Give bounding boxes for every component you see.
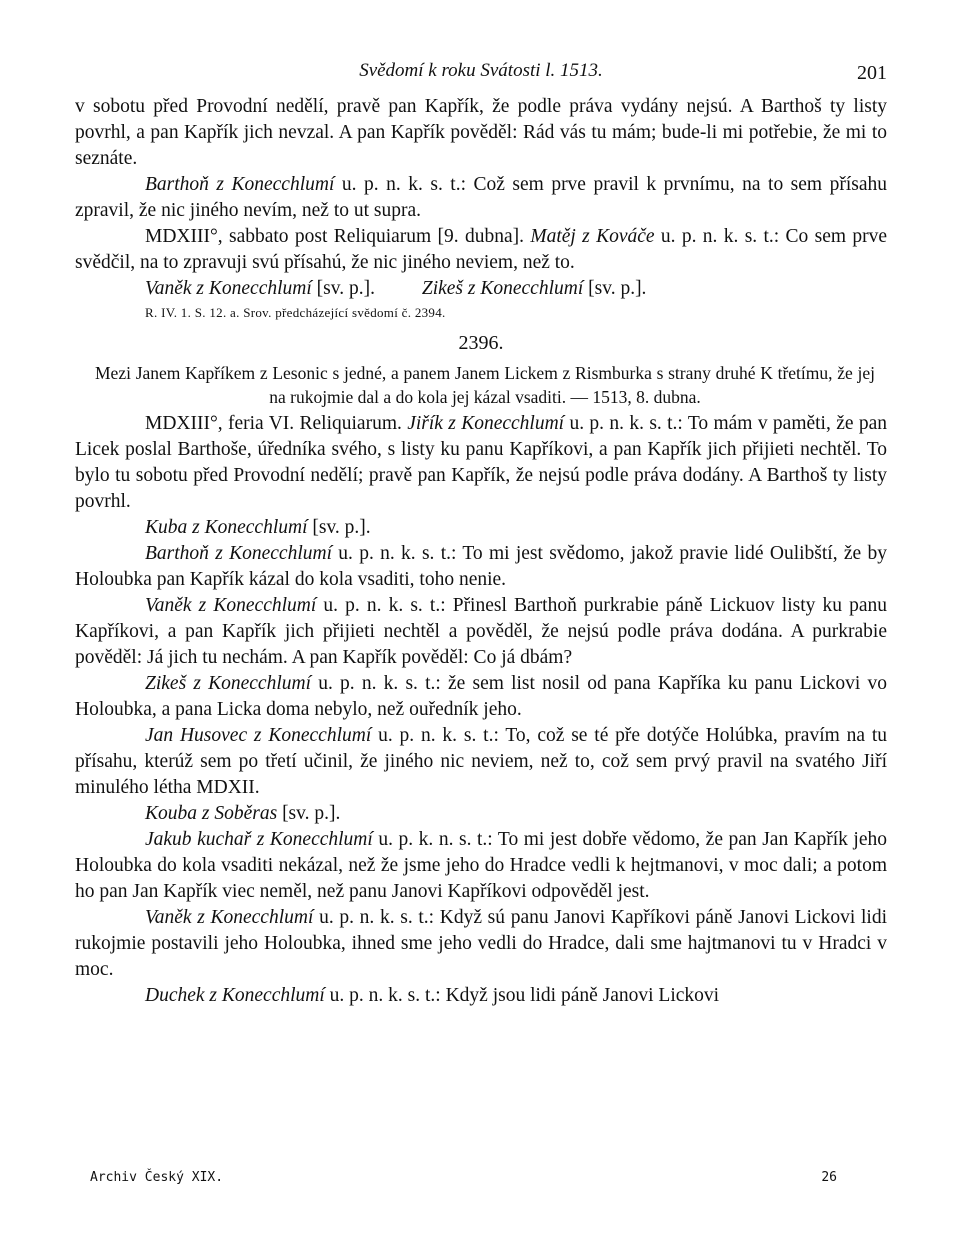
testimony-text: v sobotu před Provodní nedělí, pravě pan Kapřík, že podle práva vydány nejsú. A Barthoš ty listy povrhl, a pan Kapřík jich nevzal. A pan Kapřík pověděl: Rád vás tu mám; bude-li mi potřebie, že mi to seznáte. [75, 96, 887, 169]
witness-name: Barthoň z Konecchlumí [145, 543, 332, 564]
testimony-text: u. p. n. k. s. t.: To mi jest svědomo, jakož pravie lidé Oulibští, že by Holoubka pan Kapřík kázal do kola vsaditi, toho nenie. [75, 543, 887, 590]
signers-line [75, 276, 887, 302]
document-number: 2396. [458, 332, 504, 354]
witness-name: Kuba z Konecchlumí [145, 517, 308, 538]
testimony-text: u. p. n. k. s. t.: To mám v paměti, že pan Licek poslal Barthoše, úředníka svého, s listy ku panu Kapříkovi, a pan Kapřík jich přijieti nechtěl. To bylo tu sobotu před Provodní nedělí; pravě pan Kapřík, že nejsú podle práva dodány. A Barthoš ty listy povrhl. [75, 413, 887, 512]
witness-name: Barthoň z Konecchlumí [145, 174, 335, 195]
testimony-text: u. p. k. n. s. t.: To mi jest dobře vědomo, že pan Jan Kapřík jeho Holoubka do kola vsaditi nekázal, než že jsme jeho do Hradce vedli k hejtmanovi, v moc dali; a potom ho pan Jan Kapřík viec neměl, než panu Janovi Kapříkovi odpověděl jest. [75, 829, 887, 902]
testimony-paragraph [75, 94, 887, 172]
testimony-text: u. p. n. k. s. t.: Přinesl Barthoň purkrabie páně Lickuov listy ku panu Kapříkovi, a pan Kapřík jich přijieti nechtěl a pověděl, že nejsú podle práva dodána. A purkrabie pověděl: Já jich tu nechám. A pan Kapřík pověděl: Co já dbám? [75, 595, 887, 668]
signer: Vaněk z Konecchlumí [sv. p.]. [145, 278, 375, 299]
testimony-paragraph [75, 827, 887, 905]
page-header [75, 60, 887, 94]
footer-signature-mark: 26 [821, 1170, 837, 1185]
signer: Zikeš z Konecchlumí [sv. p.]. [421, 278, 647, 299]
testimony-text: u. p. n. k. s. t.: Co sem prve svědčil, na to zpravuji svú přísahú, že nic jiného neviem, než to. [75, 226, 887, 273]
source-reference: R. IV. 1. S. 12. a. Srov. předcházející svědomí č. 2394. [145, 305, 446, 320]
testimony-block-1 [75, 94, 887, 276]
testimony-paragraph [75, 224, 887, 276]
testimony-paragraph [75, 905, 887, 983]
witness-name: Zikeš z Konecchlumí [145, 673, 312, 694]
testimony-paragraph [75, 671, 887, 723]
testimony-text: u. p. n. k. s. t.: To, což se té pře dotýče Holúbka, pravím na tu přísahu, kterúž sem po třetí učinil, že jiného nic neviem, než to, což sem prvý pravil na svatého Jiří minulého létha MDXII. [75, 725, 887, 798]
testimony-text: u. p. n. k. s. t.: Když sú panu Janovi Kapříkovi páně Janovi Lickovi lidi rukojmie postavili jeho Holoubka, ihned sme jeho vedli do Hradce, dali sme hajtmanovi tu v Hradci v moc. [75, 907, 887, 980]
witness-name: Matěj z Kováče [530, 226, 655, 247]
witness-name: Vaněk z Konecchlumí [145, 907, 314, 928]
witness-name: Jiřík z Konecchlumí [407, 413, 565, 434]
testimony-text: [sv. p.]. [307, 517, 371, 538]
running-title: Svědomí k roku Svátosti l. 1513. [359, 60, 603, 81]
testimony-paragraph [75, 411, 887, 515]
entry-date: MDXIII°, sabbato post Reliquiarum [9. dubna]. [145, 226, 524, 247]
testimony-paragraph [75, 541, 887, 593]
testimony-text: [sv. p.]. [277, 803, 341, 824]
witness-name: Jan Husovec z Konecchlumí [145, 725, 372, 746]
witness-name: Jakub kuchař z Konecchlumí [145, 829, 373, 850]
witness-name: Duchek z Konecchlumí [145, 985, 325, 1006]
regest-summary: Mezi Janem Kapříkem z Lesonic s jedné, a panem Janem Lickem z Rismburka s strany druhé K třetímu, že jej na rukojmie dal a do kola jej kázal vsaditi. — 1513, 8. dubna. [95, 363, 875, 407]
testimony-paragraph [75, 983, 887, 1009]
footer-volume: Archiv Český XIX. [90, 1170, 224, 1185]
page-footer [90, 1170, 887, 1185]
testimony-block-2 [75, 411, 887, 1009]
testimony-text: u. p. n. k. s. t.: že sem list nosil od pana Kapříka ku panu Lickovi vo Holoubka, a pana Licka doma nebylo, než ouředník jeho. [75, 673, 887, 720]
testimony-paragraph [75, 723, 887, 801]
witness-name: Kouba z Soběras [145, 803, 278, 824]
document-page [75, 60, 887, 1009]
testimony-paragraph [75, 515, 887, 541]
testimony-text: u. p. n. k. s. t.: Když jsou lidi páně Janovi Lickovi [324, 985, 720, 1006]
page-number: 201 [857, 62, 887, 84]
testimony-paragraph [75, 593, 887, 671]
entry-date: MDXIII°, feria VI. Reliquiarum. [145, 413, 402, 434]
witness-name: Vaněk z Konecchlumí [145, 595, 317, 616]
testimony-text: u. p. n. k. s. t.: Což sem prve pravil k prvnímu, na to sem přísahu zpravil, že nic jiného nevím, než to ut supra. [75, 174, 887, 221]
testimony-paragraph [75, 801, 887, 827]
testimony-paragraph [75, 172, 887, 224]
